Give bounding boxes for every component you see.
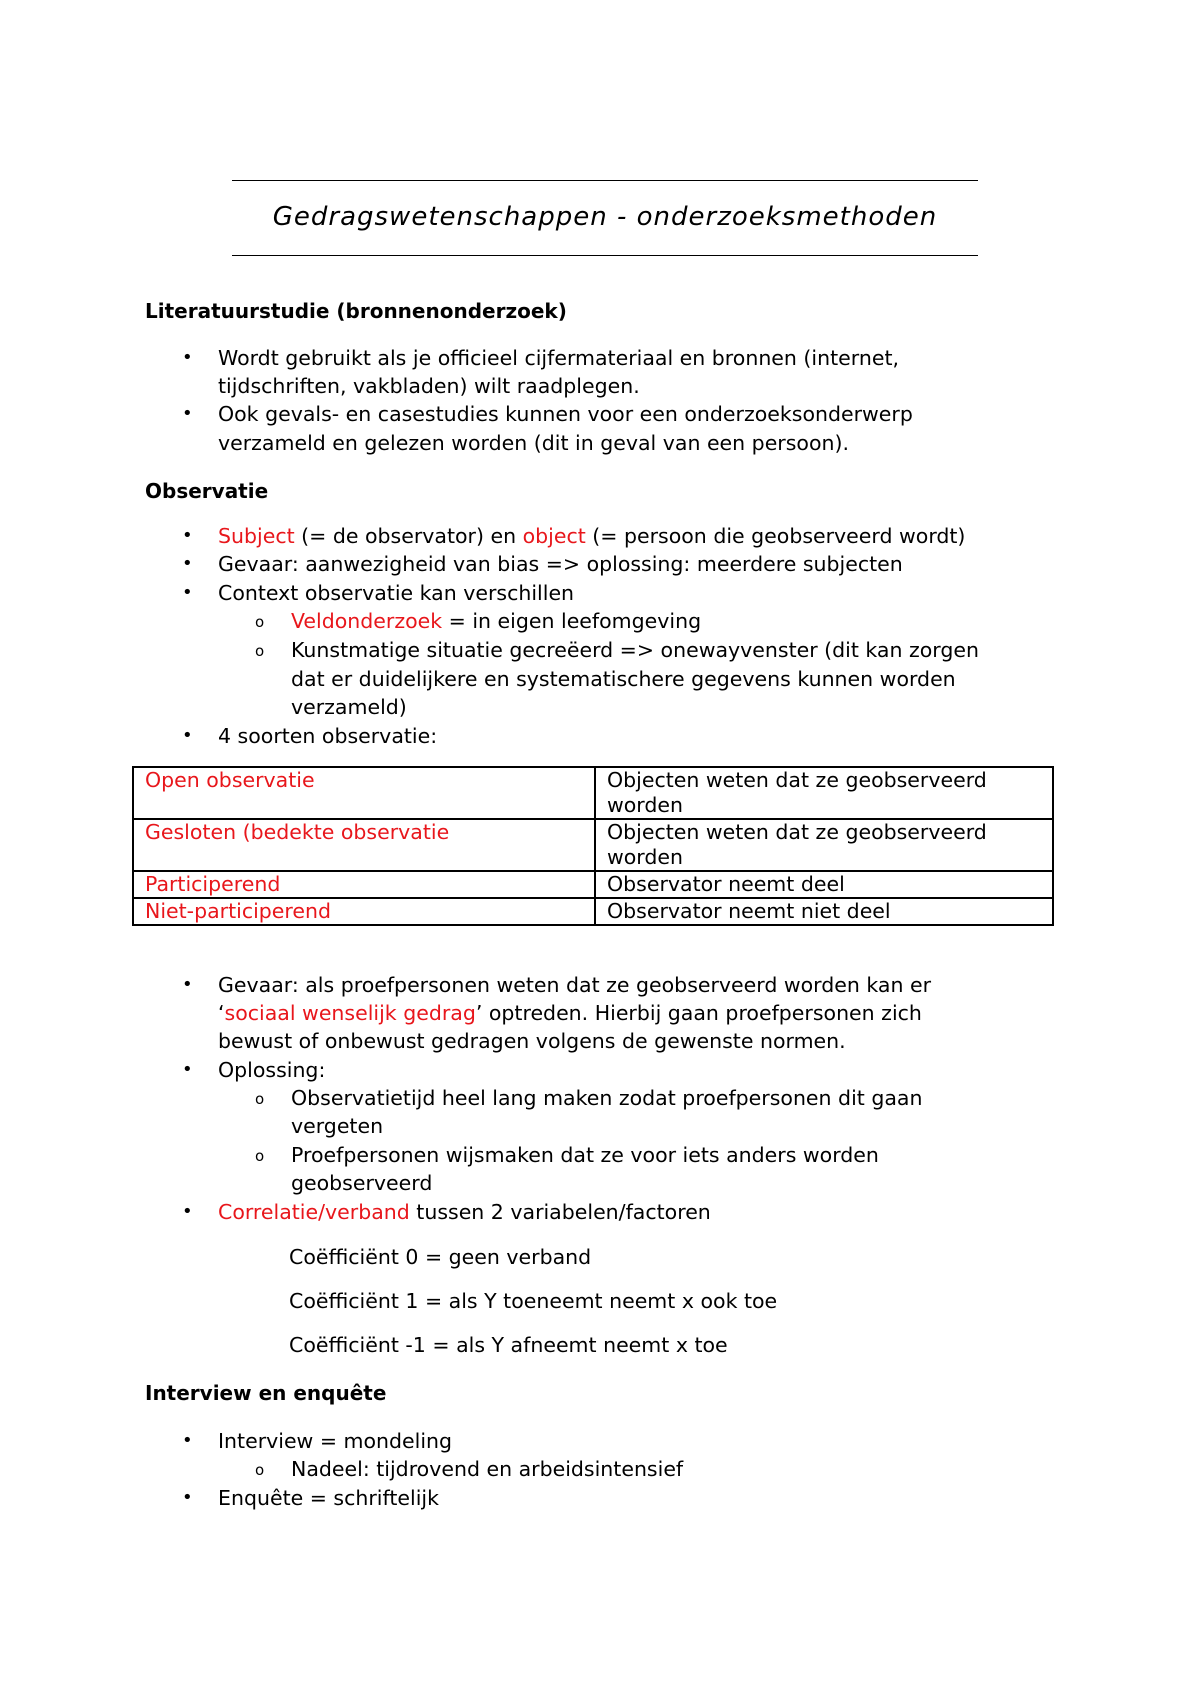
sub-bullet-marker: o xyxy=(255,1147,265,1165)
list-item-text: Ook gevals- en casestudies kunnen voor een onderzoeksonderwerp xyxy=(218,402,913,426)
coefficient-minus-one: Coëfficiënt -1 = als Y afneemt neemt x toe xyxy=(289,1333,728,1357)
sub-list-item-text: Observatietijd heel lang maken zodat proefpersonen dit gaan xyxy=(291,1086,923,1110)
sub-list-item-text: Proefpersonen wijsmaken dat ze voor iets anders worden xyxy=(291,1143,879,1167)
table-row xyxy=(133,819,1053,871)
text-fragment: = in eigen leefomgeving xyxy=(442,609,702,633)
table-row xyxy=(133,898,1053,925)
list-item-text: Gevaar: als proefpersonen weten dat ze geobserveerd worden kan er xyxy=(218,973,931,997)
observation-types-table xyxy=(132,766,1054,926)
list-item-text: verzameld en gelezen worden (dit in geval van een persoon). xyxy=(218,431,850,455)
sub-bullet-marker: o xyxy=(255,642,265,660)
bullet-marker: • xyxy=(182,553,193,574)
bullet-marker: • xyxy=(182,725,193,746)
list-item-correlatie xyxy=(218,1198,711,1226)
list-item-subject-object xyxy=(218,522,965,550)
table-row xyxy=(133,767,1053,819)
table-cell-description: Observator neemt niet deel xyxy=(595,898,1053,925)
list-item-text: Wordt gebruikt als je officieel cijfermateriaal en bronnen (internet, xyxy=(218,346,899,370)
text-fragment: ’ optreden. Hierbij gaan proefpersonen zich xyxy=(475,1001,922,1025)
bullet-marker: • xyxy=(182,1430,193,1451)
term-correlatie-verband: Correlatie/verband xyxy=(218,1200,410,1224)
list-item-text: 4 soorten observatie: xyxy=(218,724,438,748)
coefficient-zero: Coëfficiënt 0 = geen verband xyxy=(289,1245,592,1269)
section-heading-literatuurstudie: Literatuurstudie (bronnenonderzoek) xyxy=(145,299,567,323)
term-subject: Subject xyxy=(218,524,295,548)
text-fragment: ‘ xyxy=(218,1001,225,1025)
bullet-marker: • xyxy=(182,1201,193,1222)
bullet-marker: • xyxy=(182,347,193,368)
title-rule-bottom xyxy=(232,255,978,256)
table-cell-description: Objecten weten dat ze geobserveerd worden xyxy=(595,819,1053,871)
section-heading-interview: Interview en enquête xyxy=(145,1381,387,1405)
sub-list-item-text: vergeten xyxy=(291,1114,384,1138)
text-fragment: (= de observator) en xyxy=(294,524,523,548)
table-cell-type: Gesloten (bedekte observatie xyxy=(133,819,595,871)
bullet-marker: • xyxy=(182,1487,193,1508)
table-cell-description: Observator neemt deel xyxy=(595,871,1053,898)
list-item-text: tijdschriften, vakbladen) wilt raadplegen. xyxy=(218,374,640,398)
term-sociaal-wenselijk-gedrag: sociaal wenselijk gedrag xyxy=(224,1001,476,1025)
title-rule-top xyxy=(232,180,978,181)
sub-list-item-text: Kunstmatige situatie gecreëerd => onewayvenster (dit kan zorgen xyxy=(291,638,979,662)
table-row xyxy=(133,871,1053,898)
list-item-text: bewust of onbewust gedragen volgens de gewenste normen. xyxy=(218,1029,846,1053)
text-fragment: tussen 2 variabelen/factoren xyxy=(409,1200,711,1224)
sub-list-item-text: geobserveerd xyxy=(291,1171,433,1195)
bullet-marker: • xyxy=(182,1059,193,1080)
list-item-text: Oplossing: xyxy=(218,1058,326,1082)
section-heading-observatie: Observatie xyxy=(145,479,269,503)
sub-bullet-marker: o xyxy=(255,1090,265,1108)
bullet-marker: • xyxy=(182,525,193,546)
table-cell-type: Participerend xyxy=(133,871,595,898)
list-item-text: Gevaar: aanwezigheid van bias => oplossing: meerdere subjecten xyxy=(218,552,903,576)
sub-bullet-marker: o xyxy=(255,1461,265,1479)
table-cell-type: Open observatie xyxy=(133,767,595,819)
sub-list-item-veldonderzoek xyxy=(291,607,701,635)
sub-bullet-marker: o xyxy=(255,613,265,631)
list-item-sociaal-wenselijk xyxy=(218,999,922,1027)
bullet-marker: • xyxy=(182,582,193,603)
list-item-text: Context observatie kan verschillen xyxy=(218,581,575,605)
text-fragment: (= persoon die geobserveerd wordt) xyxy=(585,524,966,548)
term-veldonderzoek: Veldonderzoek xyxy=(291,609,443,633)
list-item-text: Interview = mondeling xyxy=(218,1429,453,1453)
bullet-marker: • xyxy=(182,974,193,995)
term-object: object xyxy=(522,524,586,548)
sub-list-item-text: Nadeel: tijdrovend en arbeidsintensief xyxy=(291,1457,684,1481)
table-cell-type: Niet-participerend xyxy=(133,898,595,925)
list-item-text: Enquête = schriftelijk xyxy=(218,1486,439,1510)
bullet-marker: • xyxy=(182,403,193,424)
sub-list-item-text: dat er duidelijkere en systematischere gegevens kunnen worden xyxy=(291,667,956,691)
page-title: Gedragswetenschappen - onderzoeksmethoden xyxy=(272,202,938,232)
coefficient-one: Coëfficiënt 1 = als Y toeneemt neemt x ook toe xyxy=(289,1289,778,1313)
sub-list-item-text: verzameld) xyxy=(291,695,407,719)
table-cell-description: Objecten weten dat ze geobserveerd worden xyxy=(595,767,1053,819)
